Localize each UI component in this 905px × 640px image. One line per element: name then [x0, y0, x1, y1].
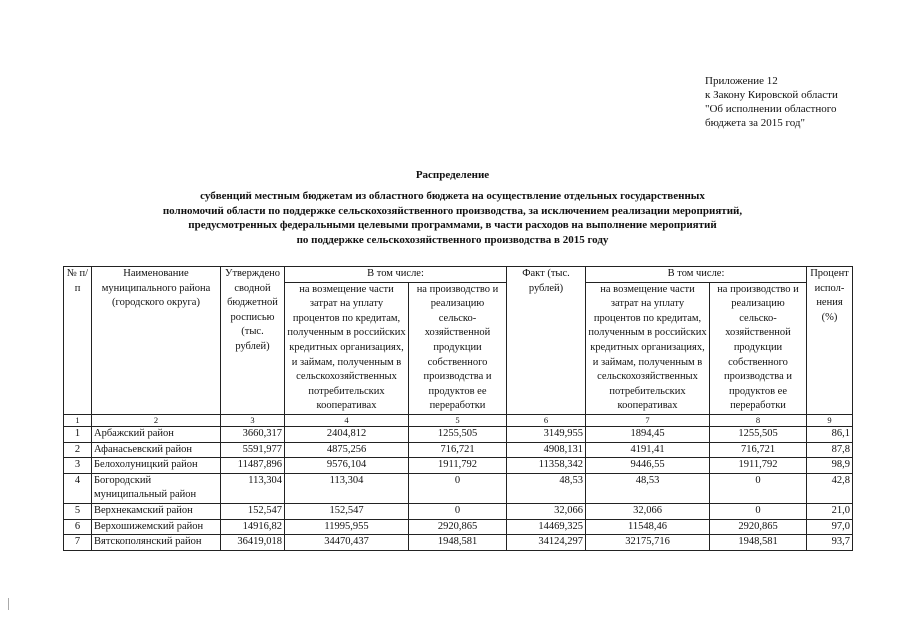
appendix-note [705, 74, 895, 130]
subheading-line: полномочий области по поддержке сельскохозяйственного производства, за исключением реализации мероприятий, [162, 204, 743, 217]
cell-num: 4 [64, 473, 92, 503]
cell-interest-plan: 4875,256 [285, 442, 409, 458]
table-row [64, 426, 853, 442]
document-subheading [40, 189, 865, 247]
cell-approved: 113,304 [221, 473, 285, 503]
cell-approved: 5591,977 [221, 442, 285, 458]
subheading-line: субвенций местным бюджетам из областного бюджета на осуществление отдельных государственных [200, 190, 705, 202]
cell-interest-plan: 113,304 [285, 473, 409, 503]
cell-percent: 42,8 [807, 473, 853, 503]
cell-production-plan: 716,721 [409, 442, 507, 458]
header-production-plan: на производство и реализацию сельско- хозяйственной продукции собственного производства и продуктов ее переработки [409, 282, 507, 414]
cell-production-plan: 1255,505 [409, 426, 507, 442]
cell-production-fact: 0 [710, 503, 807, 519]
document-heading: Распределение [415, 169, 490, 181]
cell-production-fact: 2920,865 [710, 519, 807, 535]
table-row [64, 519, 853, 535]
cell-fact: 48,53 [507, 473, 586, 503]
cell-approved: 11487,896 [221, 458, 285, 474]
cell-district-name: Арбажский район [92, 426, 221, 442]
table-row [64, 503, 853, 519]
cell-interest-fact: 4191,41 [586, 442, 710, 458]
cell-num: 3 [64, 458, 92, 474]
table-row [64, 535, 853, 551]
column-number: 9 [807, 414, 853, 426]
table-row [64, 458, 853, 474]
table-row [64, 442, 853, 458]
cell-interest-fact: 32175,716 [586, 535, 710, 551]
cell-interest-plan: 2404,812 [285, 426, 409, 442]
cell-num: 2 [64, 442, 92, 458]
cell-production-fact: 0 [710, 473, 807, 503]
table-row [64, 473, 853, 503]
cell-num: 6 [64, 519, 92, 535]
cell-interest-fact: 11548,46 [586, 519, 710, 535]
cell-approved: 152,547 [221, 503, 285, 519]
column-number: 1 [64, 414, 92, 426]
column-number: 4 [285, 414, 409, 426]
subheading-line: по поддержке сельскохозяйственного производства в 2015 году [296, 233, 609, 246]
subheading-line: предусмотренных федеральными целевыми программами, в части расходов на выполнение мероприятий [188, 219, 717, 231]
cell-interest-plan: 152,547 [285, 503, 409, 519]
column-number: 2 [92, 414, 221, 426]
cell-interest-plan: 34470,437 [285, 535, 409, 551]
cell-interest-plan: 9576,104 [285, 458, 409, 474]
header-num: № п/п [64, 267, 92, 415]
cell-district-name: Белохолуницкий район [92, 458, 221, 474]
distribution-table [63, 266, 853, 551]
cell-percent: 21,0 [807, 503, 853, 519]
cell-production-fact: 1255,505 [710, 426, 807, 442]
cell-production-fact: 1911,792 [710, 458, 807, 474]
cell-production-fact: 716,721 [710, 442, 807, 458]
cell-district-name: Верхошижемский район [92, 519, 221, 535]
cell-interest-plan: 11995,955 [285, 519, 409, 535]
column-number: 5 [409, 414, 507, 426]
cell-num: 1 [64, 426, 92, 442]
cell-fact: 3149,955 [507, 426, 586, 442]
cell-interest-fact: 1894,45 [586, 426, 710, 442]
cell-district-name: Богородский муниципальный район [92, 473, 221, 503]
cell-num: 7 [64, 535, 92, 551]
header-approved: Утверждено сводной бюджетной росписью (тыс. рублей) [221, 267, 285, 415]
header-including-plan: В том числе: [285, 267, 507, 283]
cell-production-fact: 1948,581 [710, 535, 807, 551]
cell-percent: 98,9 [807, 458, 853, 474]
column-number-row [64, 414, 853, 426]
cell-num: 5 [64, 503, 92, 519]
appendix-line: Приложение 12 [705, 75, 778, 87]
header-interest-plan: на возмещение части затрат на уплату процентов по кредитам, полученным в российских кредитных организациях, и займам, полученным в сельскохозяйственных потребительских кооперативах [285, 282, 409, 414]
cell-fact: 32,066 [507, 503, 586, 519]
cell-percent: 86,1 [807, 426, 853, 442]
cell-district-name: Афанасьевский район [92, 442, 221, 458]
cell-percent: 87,8 [807, 442, 853, 458]
cell-approved: 36419,018 [221, 535, 285, 551]
header-including-fact: В том числе: [586, 267, 807, 283]
appendix-line: бюджета за 2015 год" [705, 117, 805, 129]
cell-approved: 14916,82 [221, 519, 285, 535]
cell-production-plan: 2920,865 [409, 519, 507, 535]
header-name: Наименование муниципального района (городского округа) [92, 267, 221, 415]
cell-production-plan: 1948,581 [409, 535, 507, 551]
header-production-fact: на производство и реализацию сельско- хозяйственной продукции собственного производства и продуктов ее переработки [710, 282, 807, 414]
cell-fact: 34124,297 [507, 535, 586, 551]
cell-district-name: Верхнекамский район [92, 503, 221, 519]
cell-fact: 4908,131 [507, 442, 586, 458]
appendix-line: "Об исполнении областного [705, 103, 837, 115]
column-number: 6 [507, 414, 586, 426]
cell-production-plan: 1911,792 [409, 458, 507, 474]
cell-fact: 11358,342 [507, 458, 586, 474]
header-interest-fact: на возмещение части затрат на уплату процентов по кредитам, полученным в российских кредитных организациях, и займам, полученным в сельскохозяйственных потребительских кооперативах [586, 282, 710, 414]
cell-production-plan: 0 [409, 473, 507, 503]
cell-interest-fact: 9446,55 [586, 458, 710, 474]
cell-percent: 97,0 [807, 519, 853, 535]
column-number: 8 [710, 414, 807, 426]
cell-district-name: Вятскополянский район [92, 535, 221, 551]
cell-interest-fact: 48,53 [586, 473, 710, 503]
header-fact: Факт (тыс. рублей) [507, 267, 586, 415]
cell-percent: 93,7 [807, 535, 853, 551]
cell-production-plan: 0 [409, 503, 507, 519]
cell-approved: 3660,317 [221, 426, 285, 442]
cell-fact: 14469,325 [507, 519, 586, 535]
column-number: 3 [221, 414, 285, 426]
cell-interest-fact: 32,066 [586, 503, 710, 519]
column-number: 7 [586, 414, 710, 426]
scan-mark [8, 598, 9, 610]
header-percent: Процент испол- нения (%) [807, 267, 853, 415]
appendix-line: к Закону Кировской области [705, 89, 838, 101]
